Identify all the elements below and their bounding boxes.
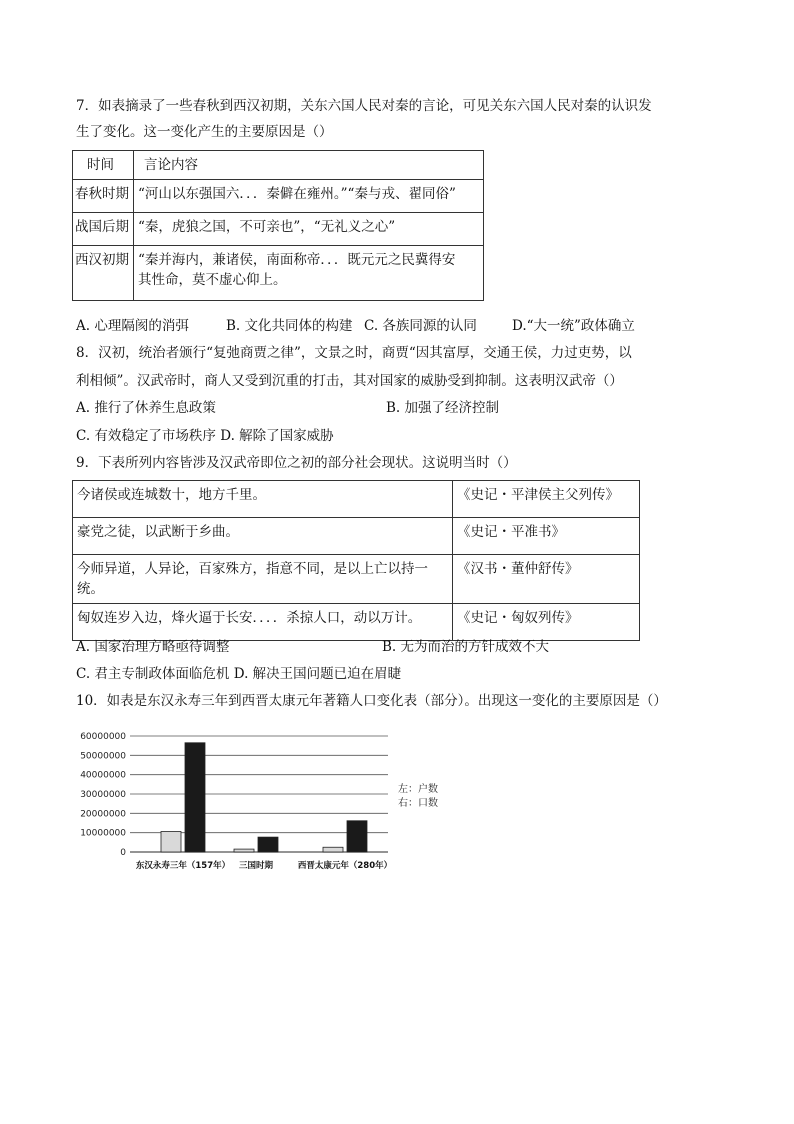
table-row (73, 180, 484, 213)
table-header-content (134, 151, 484, 180)
bar-households (234, 849, 254, 852)
row-text: 今师异道，人异论，百家殊方，指意不同，是以上亡以持一统。 (73, 555, 453, 604)
bar-population (258, 837, 278, 852)
table-row (73, 555, 640, 604)
q9-option-a[interactable]: A. 国家治理方略亟待调整 (76, 639, 230, 655)
table-row (73, 604, 640, 641)
population-bar-chart (70, 722, 450, 882)
header-label: 时间 (87, 157, 114, 173)
x-category-label: 西晋太康元年（280年） (297, 861, 393, 871)
x-category-label: 三国时期 (238, 861, 274, 871)
row-text-line2: 其性命，莫不虚心仰上。 (138, 272, 287, 288)
header-label: 言论内容 (144, 157, 198, 173)
x-category-label: 东汉永寿三年（157年） (135, 861, 231, 871)
q8-option-a[interactable]: A. 推行了休养生息政策 (76, 400, 216, 416)
row-text: 匈奴连岁入边，烽火逼于长安．．．．杀掠人口，动以万计。 (73, 604, 453, 641)
q7-option-c[interactable]: C. 各族同源的认同 (364, 318, 477, 334)
q9-table (72, 480, 640, 641)
row-text (134, 246, 484, 301)
table-row (73, 518, 640, 555)
row-source: 《史记・匈奴列传》 (453, 604, 640, 641)
y-tick-label: 0 (120, 848, 126, 858)
row-text: 今诸侯或连城数十，地方千里。 (73, 481, 453, 518)
legend-entry: 右：口数 (398, 798, 438, 809)
table-row (73, 246, 484, 301)
q9-option-b[interactable]: B. 无为而治的方针成效不大 (382, 639, 550, 655)
y-tick-label: 10000000 (80, 828, 126, 839)
bar-population (185, 743, 205, 852)
row-text-line1: “秦并海内，兼诸侯，南面称帝．．．既元元之民冀得安 (138, 252, 456, 268)
bar-population (347, 821, 367, 852)
legend-entry: 左：户数 (398, 784, 438, 795)
q9-option-cd[interactable]: C. 君主专制政体面临危机 D. 解决王国问题已迫在眉睫 (76, 666, 402, 682)
row-text: “河山以东强国六．．．秦僻在雍州。”“秦与戎、翟同俗” (134, 180, 484, 213)
table-header-time (73, 151, 134, 180)
row-time: 春秋时期 (73, 180, 134, 213)
q7-option-a[interactable]: A. 心理隔阂的消弭 (76, 318, 189, 334)
q8-stem-line2: 利相倾”。汉武帝时，商人又受到沉重的打击，其对国家的威胁受到抑制。这表明汉武帝（） (76, 373, 623, 389)
row-source: 《史记・平津侯主父列传》 (453, 481, 640, 518)
row-source: 《史记・平准书》 (453, 518, 640, 555)
q8-stem-line1: 8．汉初，统治者颁行“复弛商贾之律”，文景之时，商贾“因其富厚，交通王侯，力过吏势，以 (76, 345, 632, 361)
q8-option-b[interactable]: B. 加强了经济控制 (386, 400, 500, 416)
y-tick-label: 20000000 (80, 809, 126, 820)
y-tick-label: 30000000 (80, 790, 126, 800)
y-tick-label: 60000000 (80, 732, 126, 742)
row-source: 《汉书・董仲舒传》 (453, 555, 640, 604)
y-tick-label: 50000000 (80, 751, 126, 762)
row-text: “秦，虎狼之国，不可亲也”，“无礼义之心” (134, 213, 484, 246)
y-tick-label: 40000000 (80, 770, 126, 781)
q10-stem: 10．如表是东汉永寿三年到西晋太康元年著籍人口变化表（部分）。出现这一变化的主要原因是（） (76, 693, 667, 709)
table-header-row (73, 151, 484, 180)
row-time: 西汉初期 (73, 246, 134, 301)
q7-option-d[interactable]: D.“大一统”政体确立 (512, 318, 635, 334)
table-row (73, 213, 484, 246)
row-text: 豪党之徒，以武断于乡曲。 (73, 518, 453, 555)
q7-table (72, 150, 484, 301)
table-row (73, 481, 640, 518)
bar-households (161, 832, 181, 852)
q7-option-b[interactable]: B. 文化共同体的构建 (226, 318, 353, 334)
q9-stem: 9．下表所列内容皆涉及汉武帝即位之初的部分社会现状。这说明当时（） (76, 455, 517, 471)
q7-stem-line1: 7．如表摘录了一些春秋到西汉初期，关东六国人民对秦的言论，可见关东六国人民对秦的认识发 (76, 98, 652, 114)
bar-households (323, 847, 343, 852)
q8-option-cd[interactable]: C. 有效稳定了市场秩序 D. 解除了国家威胁 (76, 428, 334, 444)
q7-stem-line2: 生了变化。这一变化产生的主要原因是（） (76, 124, 333, 140)
row-time: 战国后期 (73, 213, 134, 246)
